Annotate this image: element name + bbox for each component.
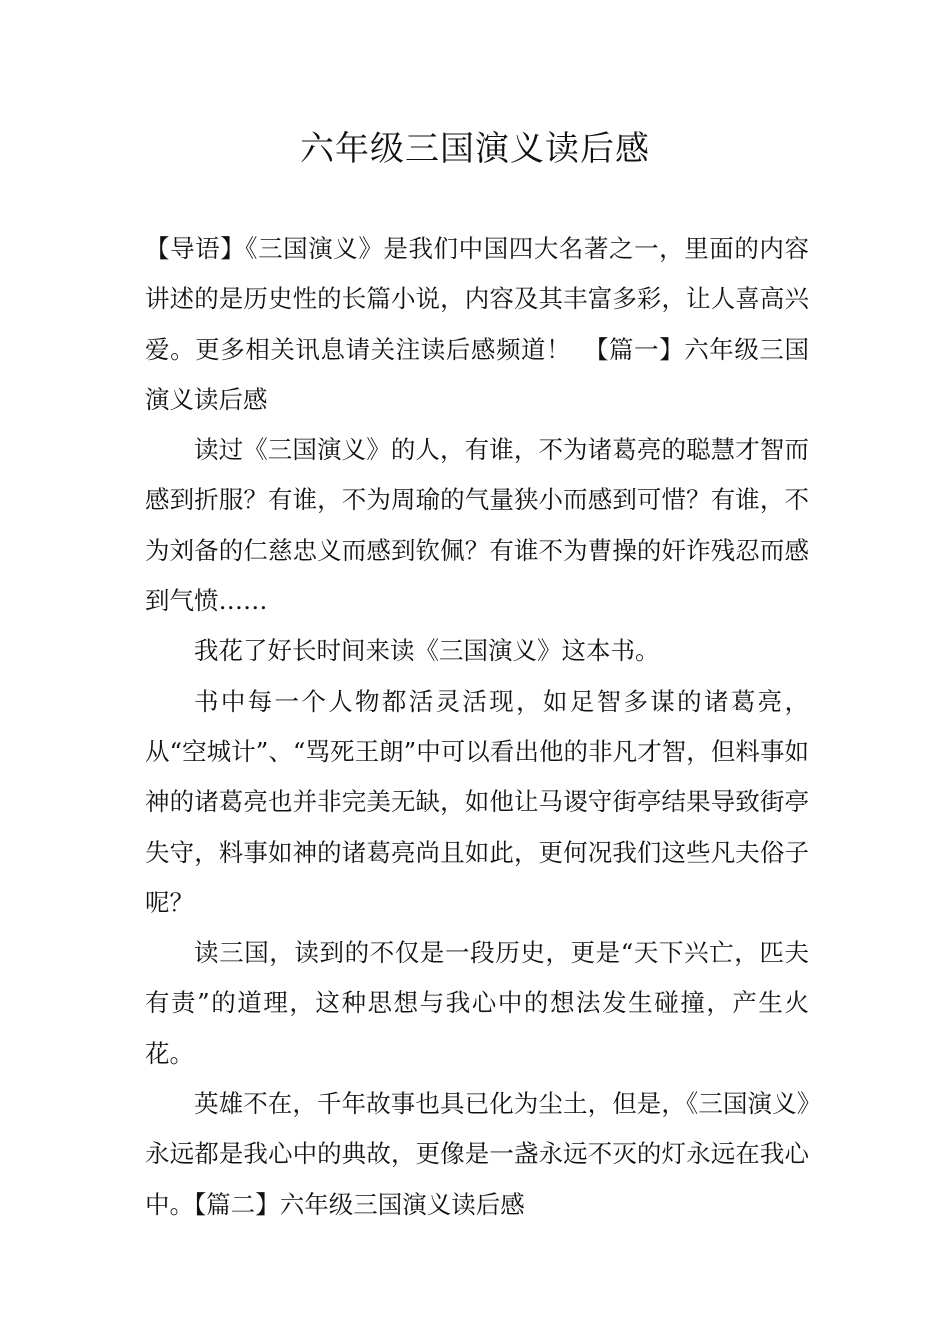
body-paragraph: 书中每一个人物都活灵活现，如足智多谋的诸葛亮，从“空城计”、“骂死王朗”中可以看出他的非凡才智，但料事如神的诸葛亮也并非完美无缺，如他让马谡守街亭结果导致街亭失守，料事如神的诸葛亮尚且如此，更何况我们这些凡夫俗子呢？ (145, 686, 809, 917)
document-body (145, 224, 809, 1230)
body-paragraph: 我花了好长时间来读《三国演义》这本书。 (194, 636, 660, 666)
document-title: 六年级三国演义读后感 (300, 129, 650, 169)
body-paragraph: 读过《三国演义》的人，有谁，不为诸葛亮的聪慧才智而感到折服？有谁，不为周瑜的气量狭小而感到可惜？有谁，不为刘备的仁慈忠义而感到钦佩？有谁不为曹操的奸诈残忍而感到气愤…… (145, 435, 809, 616)
body-paragraph: 读三国，读到的不仅是一段历史，更是“天下兴亡，匹夫有责”的道理，这种思想与我心中的想法发生碰撞，产生火花。 (145, 938, 809, 1068)
intro-paragraph: 【导语】《三国演义》是我们中国四大名著之一，里面的内容讲述的是历史性的长篇小说，内容及其丰富多彩，让人喜高兴爱。更多相关讯息请关注读后感频道！ 【篇一】六年级三国演义读后感 (145, 234, 809, 414)
body-paragraph: 英雄不在，千年故事也具已化为尘土，但是，《三国演义》永远都是我心中的典故，更像是一盏永远不灭的灯永远在我心中。【篇二】六年级三国演义读后感 (145, 1089, 809, 1219)
